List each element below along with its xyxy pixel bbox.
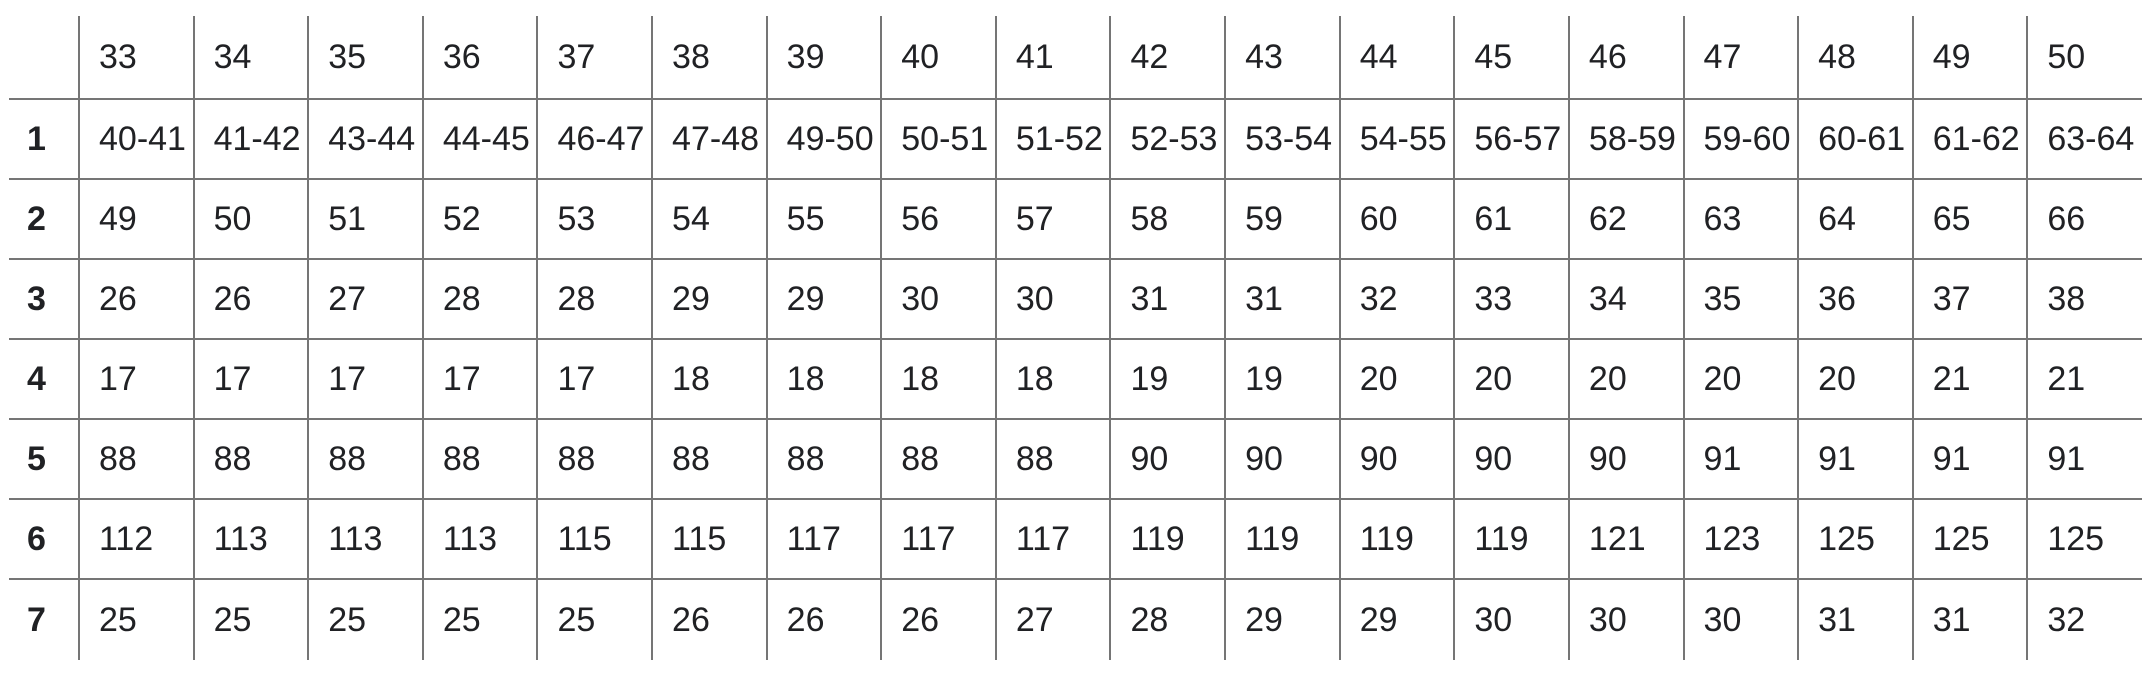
table-cell: 125: [1798, 499, 1913, 579]
table-cell: 25: [194, 579, 309, 660]
table-cell: 18: [996, 339, 1111, 419]
table-cell: 17: [308, 339, 423, 419]
table-cell: 47-48: [652, 99, 767, 179]
table-cell: 53: [537, 179, 652, 259]
table-cell: 58-59: [1569, 99, 1684, 179]
table-cell: 88: [194, 419, 309, 499]
table-cell: 34: [1569, 259, 1684, 339]
table-cell: 113: [194, 499, 309, 579]
row-label-1: 1: [9, 99, 79, 179]
table-cell: 21: [1913, 339, 2028, 419]
table-cell: 17: [194, 339, 309, 419]
table-cell: 119: [1110, 499, 1225, 579]
table-cell: 27: [996, 579, 1111, 660]
table-cell: 27: [308, 259, 423, 339]
table-cell: 25: [537, 579, 652, 660]
column-header-40: 40: [881, 16, 996, 99]
table-cell: 90: [1569, 419, 1684, 499]
table-cell: 117: [996, 499, 1111, 579]
table-cell: 117: [767, 499, 882, 579]
table-cell: 66: [2027, 179, 2142, 259]
table-cell: 59-60: [1684, 99, 1799, 179]
table-cell: 119: [1454, 499, 1569, 579]
table-cell: 25: [423, 579, 538, 660]
table-cell: 56-57: [1454, 99, 1569, 179]
table-cell: 90: [1454, 419, 1569, 499]
table-cell: 88: [537, 419, 652, 499]
table-cell: 43-44: [308, 99, 423, 179]
table-cell: 28: [423, 259, 538, 339]
table-cell: 18: [652, 339, 767, 419]
table-cell: 40-41: [79, 99, 194, 179]
column-header-42: 42: [1110, 16, 1225, 99]
table-cell: 88: [881, 419, 996, 499]
column-header-34: 34: [194, 16, 309, 99]
table-cell: 17: [79, 339, 194, 419]
column-header-49: 49: [1913, 16, 2028, 99]
table-cell: 36: [1798, 259, 1913, 339]
column-header-37: 37: [537, 16, 652, 99]
column-header-48: 48: [1798, 16, 1913, 99]
table-cell: 88: [423, 419, 538, 499]
table-cell: 88: [652, 419, 767, 499]
table-cell: 117: [881, 499, 996, 579]
table-cell: 52: [423, 179, 538, 259]
row-label-4: 4: [9, 339, 79, 419]
table-cell: 61-62: [1913, 99, 2028, 179]
row-label-7: 7: [9, 579, 79, 660]
table-cell: 119: [1340, 499, 1455, 579]
column-header-47: 47: [1684, 16, 1799, 99]
column-header-33: 33: [79, 16, 194, 99]
table-cell: 88: [996, 419, 1111, 499]
table-cell: 54: [652, 179, 767, 259]
table-cell: 53-54: [1225, 99, 1340, 179]
table-cell: 30: [1569, 579, 1684, 660]
table-row-6: [9, 499, 2142, 579]
row-label-5: 5: [9, 419, 79, 499]
table-cell: 123: [1684, 499, 1799, 579]
table-row-3: [9, 259, 2142, 339]
table-cell: 25: [308, 579, 423, 660]
table-cell: 62: [1569, 179, 1684, 259]
table-cell: 88: [308, 419, 423, 499]
table-cell: 41-42: [194, 99, 309, 179]
column-header-45: 45: [1454, 16, 1569, 99]
column-header-39: 39: [767, 16, 882, 99]
table-cell: 46-47: [537, 99, 652, 179]
table-cell: 91: [1684, 419, 1799, 499]
table-cell: 125: [2027, 499, 2142, 579]
header-row: [9, 16, 2142, 99]
table-cell: 61: [1454, 179, 1569, 259]
table-cell: 90: [1340, 419, 1455, 499]
table-cell: 37: [1913, 259, 2028, 339]
column-header-35: 35: [308, 16, 423, 99]
table-cell: 26: [881, 579, 996, 660]
table-cell: 58: [1110, 179, 1225, 259]
table-cell: 20: [1684, 339, 1799, 419]
table-row-5: [9, 419, 2142, 499]
table-cell: 28: [537, 259, 652, 339]
table-cell: 30: [881, 259, 996, 339]
table-cell: 18: [767, 339, 882, 419]
table-cell: 31: [1225, 259, 1340, 339]
table-row-2: [9, 179, 2142, 259]
table-cell: 26: [194, 259, 309, 339]
table-cell: 50-51: [881, 99, 996, 179]
table-cell: 49: [79, 179, 194, 259]
table-cell: 59: [1225, 179, 1340, 259]
table-cell: 20: [1798, 339, 1913, 419]
table-cell: 31: [1913, 579, 2028, 660]
table-cell: 63-64: [2027, 99, 2142, 179]
table-cell: 51-52: [996, 99, 1111, 179]
column-header-43: 43: [1225, 16, 1340, 99]
row-label-6: 6: [9, 499, 79, 579]
table-cell: 52-53: [1110, 99, 1225, 179]
table-cell: 32: [1340, 259, 1455, 339]
table-cell: 31: [1798, 579, 1913, 660]
table-cell: 35: [1684, 259, 1799, 339]
table-row-7: [9, 579, 2142, 660]
column-header-50: 50: [2027, 16, 2142, 99]
table-cell: 32: [2027, 579, 2142, 660]
column-header-38: 38: [652, 16, 767, 99]
table-cell: 113: [308, 499, 423, 579]
table-cell: 28: [1110, 579, 1225, 660]
table-cell: 26: [79, 259, 194, 339]
size-table: [9, 16, 2142, 660]
table-cell: 17: [423, 339, 538, 419]
table-cell: 88: [767, 419, 882, 499]
table-cell: 55: [767, 179, 882, 259]
table-cell: 29: [652, 259, 767, 339]
table-cell: 119: [1225, 499, 1340, 579]
table-cell: 60: [1340, 179, 1455, 259]
table-cell: 44-45: [423, 99, 538, 179]
table-cell: 88: [79, 419, 194, 499]
table-head: [9, 16, 2142, 99]
table-cell: 20: [1340, 339, 1455, 419]
table-cell: 29: [1340, 579, 1455, 660]
table-cell: 90: [1225, 419, 1340, 499]
table-cell: 112: [79, 499, 194, 579]
table-cell: 49-50: [767, 99, 882, 179]
table-cell: 51: [308, 179, 423, 259]
table-cell: 65: [1913, 179, 2028, 259]
table-cell: 91: [1913, 419, 2028, 499]
table-cell: 31: [1110, 259, 1225, 339]
column-header-36: 36: [423, 16, 538, 99]
table-cell: 18: [881, 339, 996, 419]
table-cell: 50: [194, 179, 309, 259]
column-header-44: 44: [1340, 16, 1455, 99]
table-body: [9, 99, 2142, 660]
table-cell: 17: [537, 339, 652, 419]
table-cell: 30: [1454, 579, 1569, 660]
table-cell: 26: [767, 579, 882, 660]
column-header-41: 41: [996, 16, 1111, 99]
table-cell: 30: [996, 259, 1111, 339]
row-label-2: 2: [9, 179, 79, 259]
table-cell: 25: [79, 579, 194, 660]
table-cell: 60-61: [1798, 99, 1913, 179]
table-cell: 54-55: [1340, 99, 1455, 179]
table-cell: 63: [1684, 179, 1799, 259]
table-cell: 38: [2027, 259, 2142, 339]
table-cell: 115: [537, 499, 652, 579]
table-cell: 121: [1569, 499, 1684, 579]
table-cell: 91: [1798, 419, 1913, 499]
table-cell: 29: [1225, 579, 1340, 660]
table-cell: 57: [996, 179, 1111, 259]
table-cell: 90: [1110, 419, 1225, 499]
table-cell: 29: [767, 259, 882, 339]
table-cell: 56: [881, 179, 996, 259]
table-cell: 115: [652, 499, 767, 579]
table-row-1: [9, 99, 2142, 179]
table-cell: 30: [1684, 579, 1799, 660]
corner-cell: [9, 16, 79, 99]
row-label-3: 3: [9, 259, 79, 339]
table-cell: 33: [1454, 259, 1569, 339]
table-cell: 20: [1569, 339, 1684, 419]
table-row-4: [9, 339, 2142, 419]
table-cell: 26: [652, 579, 767, 660]
table-cell: 91: [2027, 419, 2142, 499]
table-cell: 64: [1798, 179, 1913, 259]
table-cell: 113: [423, 499, 538, 579]
table-cell: 125: [1913, 499, 2028, 579]
column-header-46: 46: [1569, 16, 1684, 99]
table-cell: 19: [1225, 339, 1340, 419]
table-cell: 19: [1110, 339, 1225, 419]
table-cell: 20: [1454, 339, 1569, 419]
table-cell: 21: [2027, 339, 2142, 419]
